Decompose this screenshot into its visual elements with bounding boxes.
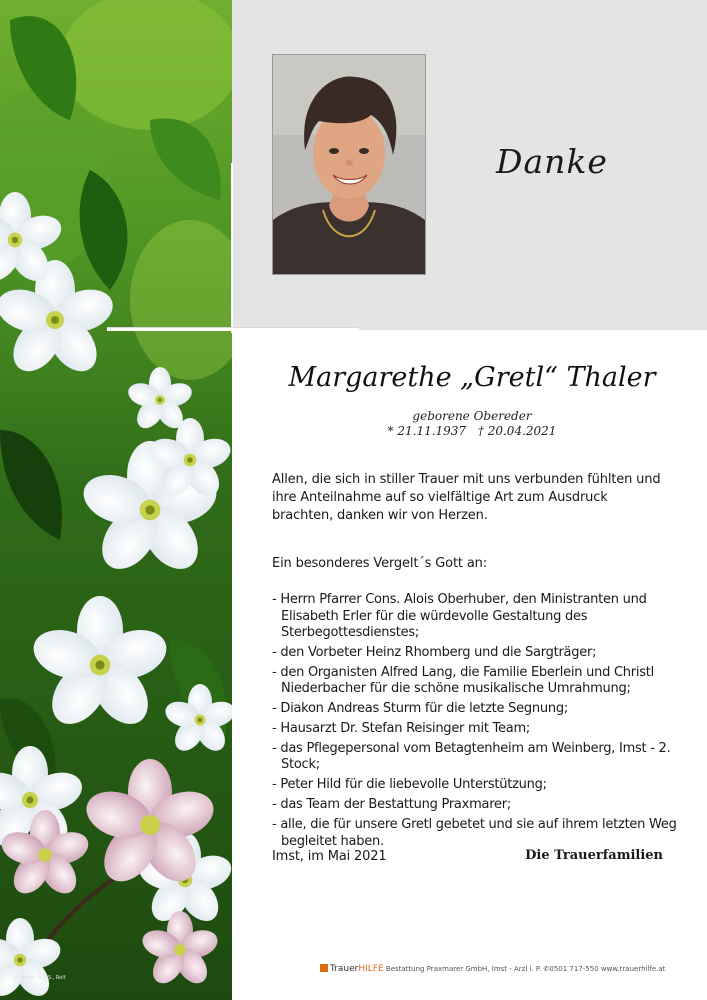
trauerhilfe-logo-icon <box>320 964 328 972</box>
website-link[interactable]: www.trauerhilfe.at <box>600 965 666 973</box>
cross-horizontal-line <box>107 327 359 331</box>
footer <box>320 964 665 974</box>
list-item: - das Pflegepersonal vom Betagtenheim am Weinberg, Imst - 2. Stock; <box>272 740 671 773</box>
page-title: Danke <box>496 142 608 181</box>
death-date: † 20.04.2021 <box>477 424 557 438</box>
intro-paragraph: Allen, die sich in stiller Trauer mit uns verbunden fühlten und ihre Anteilnahme auf so vielfältige Art zum Ausdruck brachten, danken wir von Herzen. <box>272 472 661 523</box>
thanks-heading: Ein besonderes Vergelt´s Gott an: <box>272 556 487 571</box>
list-item: - Peter Hild für die liebevolle Unterstützung; <box>272 777 547 793</box>
life-dates <box>262 424 682 438</box>
signature: Die Trauerfamilien <box>525 848 663 863</box>
place-date: Imst, im Mai 2021 <box>272 849 387 864</box>
list-item: - das Team der Bestattung Praxmarer; <box>272 797 512 813</box>
portrait-photo <box>272 54 426 275</box>
list-item: - Diakon Andreas Sturm für die letzte Segnung; <box>272 701 569 717</box>
brand-name: TrauerHILFE <box>330 964 384 974</box>
birth-date: * 21.11.1937 <box>387 424 467 438</box>
list-item: - Hausarzt Dr. Stefan Reisinger mit Team; <box>272 721 531 737</box>
phone-number: ✆0501 717-550 <box>543 965 599 973</box>
list-item: - Herrn Pfarrer Cons. Alois Oberhuber, den Ministranten und Elisabeth Erler für die würdevolle Gestaltung des Sterbegottesdienstes; <box>272 592 647 640</box>
deceased-name: Margarethe „Gretl“ Thaler <box>288 362 656 393</box>
list-item: - den Organisten Alfred Lang, die Familie Eberlein und Christl Niederbacher für die schöne musikalische Umrahmung; <box>272 664 654 697</box>
list-item: - alle, die für unsere Gretl gebetet und sie auf ihrem letzten Weg begleitet haben. <box>272 817 677 849</box>
company-name: Bestattung Praxmarer GmbH, Imst - Arzl i. P. <box>385 965 542 973</box>
image-credit: © Bilder: A.E.S., Rolf <box>14 975 66 981</box>
thanks-list <box>272 592 682 854</box>
blossom-image <box>0 0 232 1000</box>
cross-vertical-line <box>231 163 233 333</box>
list-item: - den Vorbeter Heinz Rhomberg und die Sargträger; <box>272 644 597 660</box>
birth-name: geborene Obereder <box>412 409 532 423</box>
